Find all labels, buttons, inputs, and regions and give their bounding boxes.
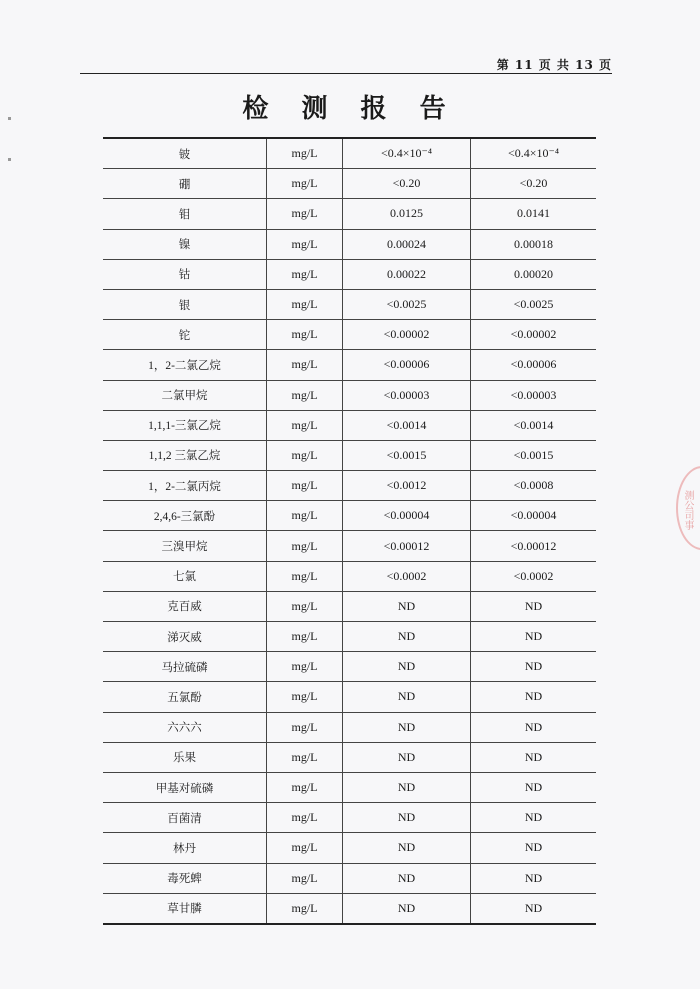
result-1-cell: 0.0125 [343, 199, 471, 229]
table-row [103, 229, 596, 259]
result-1-cell: <0.00003 [343, 380, 471, 410]
unit-cell: mg/L [267, 863, 343, 893]
analyte-name-cell: 1，2-二氯丙烷 [103, 471, 267, 501]
table-row [103, 893, 596, 924]
official-seal-text: 测公司事 [682, 490, 693, 530]
table-row [103, 561, 596, 591]
result-2-cell: ND [471, 772, 597, 802]
table-row [103, 712, 596, 742]
analyte-name-cell: 克百威 [103, 591, 267, 621]
result-1-cell: 0.00022 [343, 259, 471, 289]
result-2-cell: ND [471, 652, 597, 682]
analyte-name-cell: 铍 [103, 138, 267, 169]
unit-cell: mg/L [267, 682, 343, 712]
table-row [103, 350, 596, 380]
results-table-body [103, 138, 596, 924]
analyte-name-cell: 马拉硫磷 [103, 652, 267, 682]
unit-cell: mg/L [267, 289, 343, 319]
result-1-cell: <0.20 [343, 169, 471, 199]
analyte-name-cell: 三溴甲烷 [103, 531, 267, 561]
analyte-name-cell: 草甘膦 [167, 903, 202, 916]
result-2-cell: <0.0008 [471, 471, 597, 501]
result-2-cell: <0.0025 [471, 289, 597, 319]
results-table [103, 137, 596, 925]
table-row [103, 289, 596, 319]
result-1-cell: ND [343, 833, 471, 863]
analyte-name-cell: 钼 [103, 199, 267, 229]
table-row [103, 440, 596, 470]
result-2-cell: ND [471, 833, 597, 863]
margin-mark [8, 158, 11, 161]
analyte-name-cell: 银 [103, 289, 267, 319]
unit-cell: mg/L [267, 712, 343, 742]
result-2-cell: <0.0015 [471, 440, 597, 470]
table-row [103, 772, 596, 802]
result-1-cell: ND [343, 803, 471, 833]
result-2-cell: ND [471, 622, 597, 652]
result-2-cell: <0.00012 [471, 531, 597, 561]
result-2-cell: ND [471, 682, 597, 712]
table-row [103, 531, 596, 561]
table-row [103, 199, 596, 229]
result-2-cell: <0.20 [471, 169, 597, 199]
result-2-cell: <0.00002 [471, 320, 597, 350]
table-row [103, 138, 596, 169]
unit-cell: mg/L [267, 320, 343, 350]
unit-cell: mg/L [267, 259, 343, 289]
result-2-cell: 0.00020 [471, 259, 597, 289]
unit-cell: mg/L [267, 440, 343, 470]
table-row [103, 622, 596, 652]
result-2-cell: 0.0141 [471, 199, 597, 229]
unit-cell: mg/L [267, 380, 343, 410]
table-row [103, 410, 596, 440]
result-2-cell: <0.0002 [471, 561, 597, 591]
result-1-cell: ND [343, 893, 471, 924]
unit-cell: mg/L [267, 591, 343, 621]
table-row [103, 169, 596, 199]
unit-cell: mg/L [267, 531, 343, 561]
result-1-cell: ND [343, 652, 471, 682]
result-2-cell: <0.00004 [471, 501, 597, 531]
page-number: 第 11 页 共 13 页 [496, 58, 612, 72]
result-2-cell: 0.00018 [471, 229, 597, 259]
page-title: 检 测 报 告 [242, 94, 458, 124]
result-1-cell: <0.0025 [343, 289, 471, 319]
unit-cell: mg/L [267, 742, 343, 772]
analyte-name-cell: 1，2-二氯乙烷 [103, 350, 267, 380]
table-row [103, 380, 596, 410]
unit-cell: mg/L [267, 833, 343, 863]
result-1-cell: <0.0014 [343, 410, 471, 440]
table-row [103, 652, 596, 682]
unit-cell: mg/L [267, 501, 343, 531]
table-row [103, 501, 596, 531]
result-2-cell: ND [471, 863, 597, 893]
unit-cell: mg/L [267, 561, 343, 591]
unit-cell: mg/L [267, 199, 343, 229]
result-2-cell: <0.00006 [471, 350, 597, 380]
result-1-cell: <0.0015 [343, 440, 471, 470]
table-row [103, 863, 596, 893]
analyte-name-cell: 钴 [103, 259, 267, 289]
result-1-cell: ND [343, 591, 471, 621]
table-row [103, 471, 596, 501]
result-1-cell: ND [343, 863, 471, 893]
analyte-name-cell: 百菌清 [103, 803, 267, 833]
margin-mark [8, 117, 11, 120]
unit-cell: mg/L [267, 893, 343, 924]
result-1-cell: <0.00012 [343, 531, 471, 561]
analyte-name-cell: 镍 [103, 229, 267, 259]
table-row [103, 591, 596, 621]
analyte-name-cell: 1,1,2 三氯乙烷 [103, 440, 267, 470]
analyte-name-cell: 林丹 [103, 833, 267, 863]
table-row [103, 803, 596, 833]
unit-cell: mg/L [267, 622, 343, 652]
analyte-name-cell: 涕灭威 [103, 622, 267, 652]
unit-cell: mg/L [267, 350, 343, 380]
result-1-cell: <0.0012 [343, 471, 471, 501]
analyte-name-cell: 铊 [103, 320, 267, 350]
result-1-cell: <0.00002 [343, 320, 471, 350]
result-1-cell: <0.0002 [343, 561, 471, 591]
result-2-cell: <0.4×10⁻⁴ [471, 138, 597, 169]
result-2-cell: ND [471, 893, 597, 924]
result-1-cell: <0.00006 [343, 350, 471, 380]
result-2-cell: ND [471, 803, 597, 833]
unit-cell: mg/L [267, 169, 343, 199]
unit-cell: mg/L [267, 772, 343, 802]
result-1-cell: ND [343, 712, 471, 742]
result-1-cell: <0.00004 [343, 501, 471, 531]
unit-cell: mg/L [267, 652, 343, 682]
result-1-cell: ND [343, 682, 471, 712]
analyte-name-cell: 2,4,6-三氯酚 [103, 501, 267, 531]
table-row [103, 742, 596, 772]
header-rule [80, 73, 612, 74]
analyte-name-cell: 硼 [103, 169, 267, 199]
analyte-name-cell: 1,1,1-三氯乙烷 [103, 410, 267, 440]
analyte-name-cell: 六六六 [103, 712, 267, 742]
analyte-name-cell: 五氯酚 [103, 682, 267, 712]
analyte-name-cell: 甲基对硫磷 [103, 772, 267, 802]
table-row [103, 320, 596, 350]
result-2-cell: <0.0014 [471, 410, 597, 440]
analyte-name-cell: 乐果 [103, 742, 267, 772]
unit-cell: mg/L [267, 138, 343, 169]
unit-cell: mg/L [267, 410, 343, 440]
table-row [103, 259, 596, 289]
analyte-name-cell: 毒死蜱 [103, 863, 267, 893]
analyte-name-cell: 二氯甲烷 [103, 380, 267, 410]
result-1-cell: ND [343, 742, 471, 772]
result-1-cell: 0.00024 [343, 229, 471, 259]
result-1-cell: ND [343, 622, 471, 652]
result-2-cell: ND [471, 591, 597, 621]
result-2-cell: ND [471, 712, 597, 742]
unit-cell: mg/L [267, 229, 343, 259]
analyte-name-cell: 七氯 [103, 561, 267, 591]
result-2-cell: <0.00003 [471, 380, 597, 410]
result-1-cell: ND [343, 772, 471, 802]
table-row [103, 833, 596, 863]
unit-cell: mg/L [267, 471, 343, 501]
result-2-cell: ND [471, 742, 597, 772]
result-1-cell: <0.4×10⁻⁴ [343, 138, 471, 169]
unit-cell: mg/L [267, 803, 343, 833]
table-row [103, 682, 596, 712]
